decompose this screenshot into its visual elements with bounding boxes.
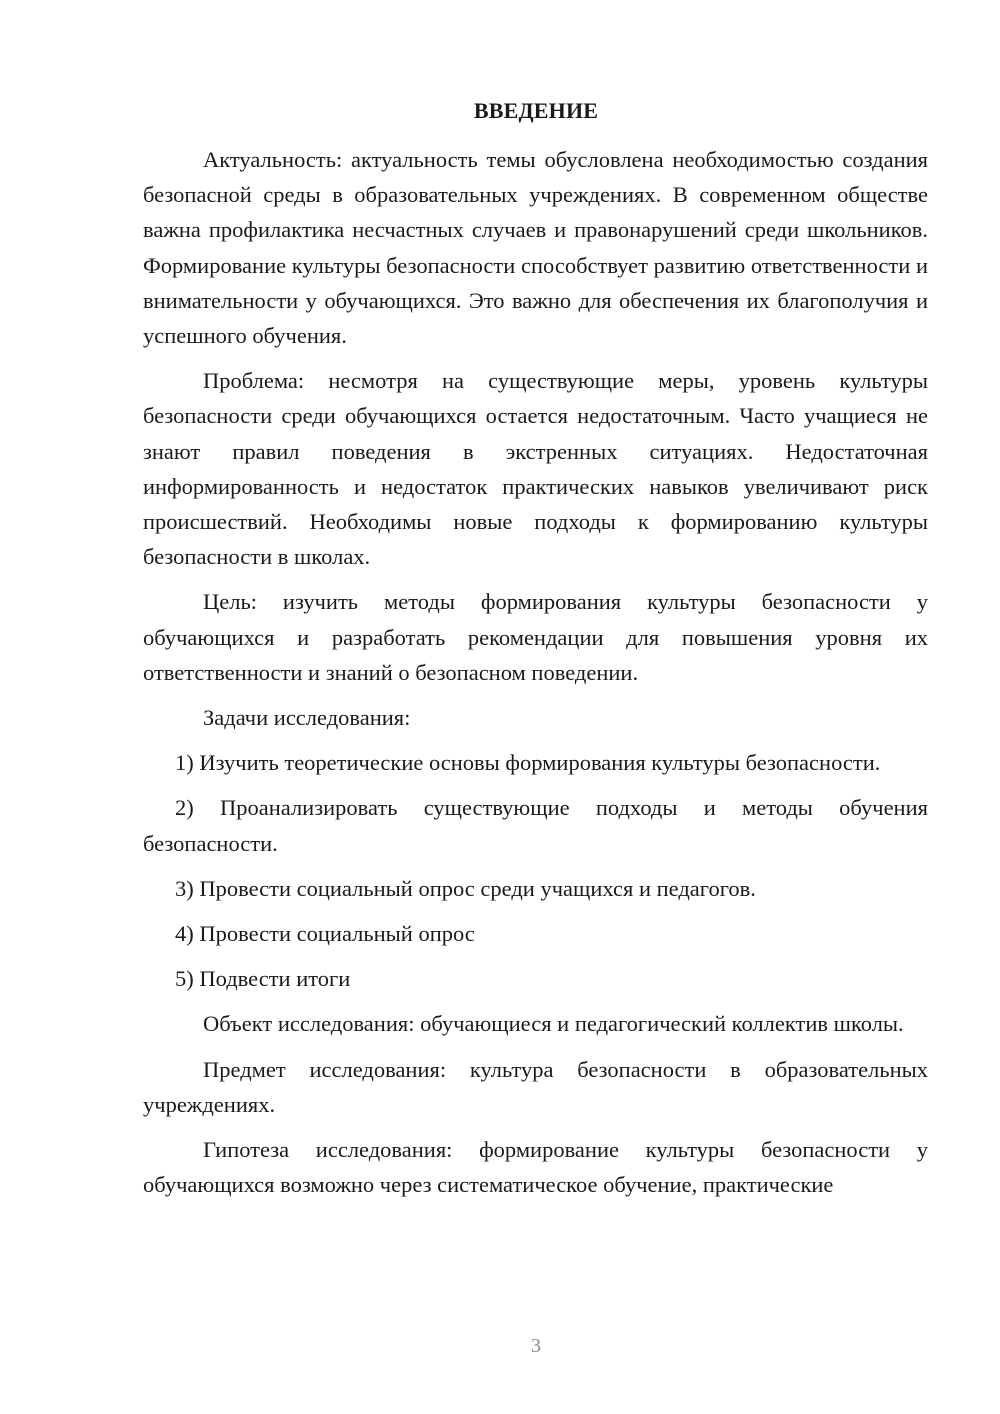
problem-paragraph: Проблема: несмотря на существующие меры, уровень культуры безопасности среди обучающихся остается недостаточным. Часто учащиеся не знают правил поведения в экстренных ситуациях. Недостаточная информированность и недостаток практических навыков увеличивают риск происшествий. Необходимы новые подходы к формированию культуры безопасности в школах. (143, 368, 928, 570)
hypothesis-paragraph: Гипотеза исследования: формирование культуры безопасности у обучающихся возможно через систематическое обучение, практические (143, 1137, 928, 1198)
list-item: 3) Провести социальный опрос среди учащихся и педагогов. (175, 875, 756, 901)
goal-paragraph: Цель: изучить методы формирования культуры безопасности у обучающихся и разработать рекомендации для повышения уровня их ответственности и знаний о безопасном поведении. (143, 589, 928, 685)
relevance-paragraph: Актуальность: актуальность темы обусловлена необходимостью создания безопасной среды в образовательных учреждениях. В современном обществе важна профилактика несчастных случаев и правонарушений среди школьников. Формирование культуры безопасности способствует развитию ответственности и внимательности у обучающихся. Это важно для обеспечения их благополучия и успешного обучения. (143, 147, 928, 349)
subject-paragraph: Предмет исследования: культура безопасности в образовательных учреждениях. (143, 1056, 928, 1117)
tasks-heading: Задачи исследования: (203, 705, 411, 731)
object-paragraph: Объект исследования: обучающиеся и педагогический коллектив школы. (203, 1011, 904, 1037)
body-text (143, 142, 928, 1202)
list-item: 1) Изучить теоретические основы формирования культуры безопасности. (175, 750, 881, 776)
list-item: 5) Подвести итоги (175, 966, 351, 992)
list-item: 2) Проанализировать существующие подходы и методы обучения безопасности. (143, 795, 928, 856)
list-item: 4) Провести социальный опрос (175, 921, 475, 947)
page-number: 3 (531, 1335, 541, 1357)
tasks-list (143, 745, 928, 996)
page-title: ВВЕДЕНИЕ (473, 98, 599, 123)
